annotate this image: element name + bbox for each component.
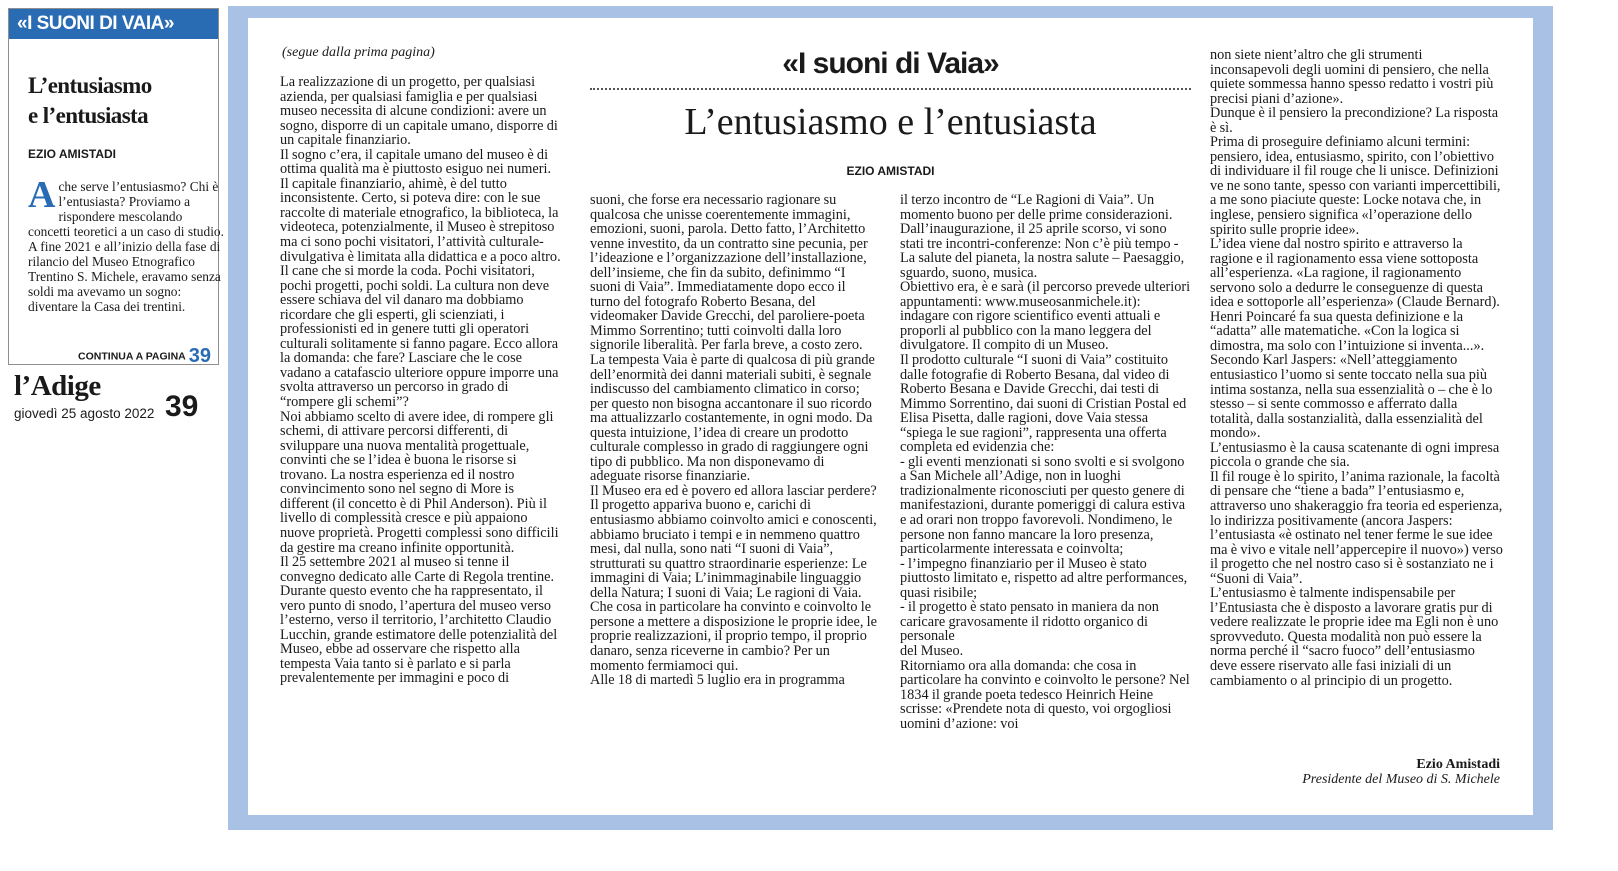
paragraph: Il prodotto culturale “I suoni di Vaia” costituito dalle fotografie di Roberto Besana, dal video di Roberto Besana e Davide Grecchi, dai testi di Mimmo Sorrentino, dai suoni di Cristian Postal ed Elisa Pisetta, dalle ragioni, dove Vaia stessa “spiega le sue ragioni”, rappresenta una offerta completa ed evidenzia che: bbox=[900, 352, 1187, 456]
teaser-title bbox=[28, 71, 152, 131]
segue-note: (segue dalla prima pagina) bbox=[282, 45, 435, 60]
paragraph: Ritorniamo ora alla domanda: che cosa in particolare ha convinto e coinvolto le persone? Nel 1834 il grande poeta tedesco Heinrich Heine scrisse: «Prendete nota di questo, voi orgogliosi uomini d’azione: voi bbox=[900, 657, 1190, 732]
teaser-body bbox=[28, 174, 224, 314]
teaser-body-text: che serve l’entusiasmo? Chi è l’entusiasta? Proviamo a rispondere mescolando concetti teoretici a un caso di studio. A fine 2021 e all’inizio della fase di rilancio del Museo Etnografico Trentino S. Michele, eravamo senza soldi ma avevamo un sogno: diventare la Casa dei trentini. bbox=[28, 179, 224, 314]
teaser-title-line1: L’entusiasmo bbox=[28, 73, 152, 98]
paragraph: Il sogno c’era, il capitale umano del museo è di ottima qualità ma è piuttosto esiguo nei numeri. Il capitale finanziario, ahimè, è del tutto inconsistente. Certo, si poteva dire: con le sue raccolte di materiale etnografico, la biblioteca, la videoteca, potenzialmente, il Museo è strepitoso ma ci sono pochi visitatori, l’attività culturale- divulgativa è limitata alla didattica e a poco altro. bbox=[280, 146, 561, 265]
teaser-box bbox=[8, 8, 224, 367]
continue-link[interactable] bbox=[78, 345, 211, 368]
teaser-author: EZIO AMISTADI bbox=[28, 147, 116, 161]
paragraph: - l’impegno finanziario per il Museo è stato piuttosto limitato e, rispetto ad altre performances, quasi risibile; bbox=[900, 555, 1188, 601]
article-headline: L’entusiasmo e l’entusiasta bbox=[684, 101, 1097, 143]
article-byline: EZIO AMISTADI bbox=[846, 164, 935, 178]
paragraph: Obiettivo era, è e sarà (il percorso prevede ulteriori appuntamenti: www.museosanmichele.it): indagare con rigore scientifico eventi attuali e proporli al pubblico con la mano leggera del divulgatore. Il compito di un Museo. bbox=[900, 279, 1191, 354]
signature-role: Presidente del Museo di S. Michele bbox=[1302, 772, 1500, 787]
paragraph: - il progetto è stato pensato in maniera da non caricare gravosamente il ridotto organico di personale bbox=[900, 599, 1159, 645]
paragraph: L’idea viene dal nostro spirito e attraverso la ragione e il ragionamento essa viene sottoposta all’esperienza. «La ragione, il ragionamento servono solo a dedurre le conseguenze di questa idea e sottoporle all’esperienza» (Claude Bernard). Henri Poincaré fa sua questa definizione e la “adatta” alle matematiche. «Con la logica si dimostra, ma solo con l’intuizione si inventa...». bbox=[1210, 236, 1500, 354]
column-4 bbox=[1210, 48, 1503, 688]
dotted-divider bbox=[590, 88, 1191, 90]
paragraph: L’entusiasmo è la causa scatenante di ogni impresa piccola o grande che sia. bbox=[1210, 439, 1500, 471]
paragraph: Che cosa in particolare ha convinto e coinvolto le persone a mettere a disposizione le proprie idee, le proprie realizzazioni, il proprio tempo, il proprio danaro, senza riceverne in cambio? Per un momento fermiamoci qui. bbox=[590, 599, 877, 674]
column-2 bbox=[590, 193, 878, 688]
page-number: 39 bbox=[165, 390, 199, 423]
paragraph: - gli eventi menzionati si sono svolti e si svolgono a San Michele all’Adige, non in luoghi tradizionalmente riconosciuti per questo genere di manifestazioni, durante pomeriggi di calura estiva e ad orari non troppo favorevoli. Nondimeno, le persone non fanno mancare la loro presenza, particolarmente interessata e coinvolta; bbox=[900, 453, 1186, 558]
paragraph: Durante questo evento che ha rappresentato, il vero punto di snodo, l’apertura del museo verso l’esterno, verso il territorio, l’architetto Claudio Lucchin, grande estimatore delle potenzialità del Museo, ebbe ad osservare che rispetto alla tempesta Vaia tanto si è parlato e si parla prevalentemente per immagini e poco di bbox=[280, 583, 558, 687]
paragraph: non siete nient’altro che gli strumenti inconsapevoli degli uomini di pensiero, che nella quiete sommessa hanno spesso redatto i vostri più precisi piani d’azione». bbox=[1210, 47, 1494, 107]
paragraph: La realizzazione di un progetto, per qualsiasi azienda, per qualsiasi famiglia e per qualsiasi museo necessita di alcune condizioni: avere un sogno, disporre di un capitale umano, disporre di un capitale finanziario. bbox=[280, 74, 558, 149]
paragraph: Il Museo era ed è povero ed allora lasciar perdere? Il progetto appariva buono e, carichi di entusiasmo abbiamo coinvolto amici e conoscenti, abbiamo bruciato i tempi e in nemmeno quattro mesi, dal nulla, sono nati “I suoni di Vaia”, strutturati su quattro straordinarie esperienze: Le immagini di Vaia; L’inimmaginabile linguaggio della Natura; I suoni di Vaia; Le ragioni di Vaia. bbox=[590, 482, 877, 601]
teaser-title-line2: e l’entusiasta bbox=[28, 103, 149, 128]
article-kicker: «I suoni di Vaia» bbox=[782, 47, 999, 80]
continue-label: CONTINUA A PAGINA bbox=[78, 350, 186, 363]
paragraph: Dunque è il pensiero la precondizione? La risposta è sì. bbox=[1210, 105, 1499, 136]
paragraph: suoni, che forse era necessario ragionare su qualcosa che unisse coerentemente immagini, emozioni, suoni, parola. Detto fatto, l’Architetto venne investito, da un contratto sine pecunia, per l’ideazione e l’organizzazione dell’installazione, dell’insieme, che fin da subito, definimmo “I suoni di Vaia”. Immediatamente dopo ecco il turno del fotografo Roberto Besana, del videomaker Davide Grecchi, del paroliere-poeta Mimmo Sorrentino; tutti coinvolti dalla loro signorile liberalità. Per farla breve, a costo zero. bbox=[590, 192, 868, 354]
teaser-dropcap: A bbox=[28, 174, 56, 216]
paragraph: La tempesta Vaia è parte di qualcosa di più grande dell’enormità dei danni materiali subiti, è segnale indiscusso del cambiamento climatico in corso; per questo non bisogna accantonare il suo ricordo ma attualizzarlo costantemente, in ogni modo. Da questa intuizione, l’idea di creare un prodotto culturale complesso in grado di raggiungere ogni tipo di pubblico. Ma non disponevamo di adeguate risorse finanziarie. bbox=[590, 352, 875, 485]
paragraph: del Museo. bbox=[900, 642, 964, 659]
issue-date: giovedì 25 agosto 2022 bbox=[14, 406, 155, 421]
paragraph: Secondo Karl Jaspers: «Nell’atteggiamento entusiastico l’uomo si sente toccato nella sua più intima sostanza, nella sua essenzialità o – che è lo stesso – si sente commosso e afferrato dalla totalità, dalla sostanzialità, dalla essenzialità del mondo». bbox=[1210, 352, 1493, 442]
paragraph: L’entusiasmo è talmente indispensabile per l’Entusiasta che è disposto a lavorare gratis pur di vedere realizzate le proprie idee ma Egli non è uno sprovveduto. Questa modalità non può essere la norma perché il “sacro fuoco” dell’entusiasmo deve essere riservato alle fasi iniziali di un cambiamento o al principio di un progetto. bbox=[1210, 585, 1499, 689]
paragraph: Alle 18 di martedì 5 luglio era in programma bbox=[590, 672, 845, 689]
column-3 bbox=[900, 193, 1191, 731]
continue-page-number: 39 bbox=[188, 345, 211, 367]
paragraph: Il cane che si morde la coda. Pochi visitatori, pochi progetti, pochi soldi. La cultura non deve essere schiava del vil danaro ma dobbiamo ricordare che gli esperti, gli scienziati, i professionisti ed in genere tutti gli operatori culturali solitamente si fanno pagare. Ecco allora la domanda: che fare? Lasciare che le cose vadano a catafascio ulteriore oppure imporre una svolta attraverso un percorso in grado di “rompere gli schemi”? bbox=[280, 263, 559, 411]
paragraph: il terzo incontro de “Le Ragioni di Vaia”. Un momento buono per delle prime considerazioni. Dall’inaugurazione, il 25 aprile scorso, vi sono stati tre incontri-conferenze: Non c’è più tempo - La salute del pianeta, la nostra salute – Paesaggio, sguardo, suono, musica. bbox=[900, 192, 1185, 281]
newspaper-logo: l’Adige bbox=[14, 370, 101, 402]
paragraph: Prima di proseguire definiamo alcuni termini: pensiero, idea, entusiasmo, spirito, con l’obiettivo di individuare il fil rouge che li unisce. Definizioni ve ne sono tante, spesso con varianti impercettibili, a me sono piaciute queste: Locke notava che, in inglese, pensiero significa «l’operazione dello spirito sulle proprie idee». bbox=[1210, 134, 1501, 238]
paragraph: Noi abbiamo scelto di avere idee, di rompere gli schemi, di attivare percorsi differenti, di sviluppare una nuova mentalità progettuale, convinti che se l’idea è buona le risorse si trovano. La nostra esperienza ed il nostro convincimento sono nel segno di More is different (il concetto è di Phil Anderson). Più il livello di complessità cresce e più appaiono nuove proprietà. Progetti complessi sono difficili da gestire ma creano infinite opportunità. bbox=[280, 408, 559, 556]
column-1 bbox=[280, 75, 562, 686]
teaser-header: «I SUONI DI VAIA» bbox=[9, 9, 218, 39]
signature-name: Ezio Amistadi bbox=[1416, 757, 1500, 772]
paragraph: Il fil rouge è lo spirito, l’anima razionale, la facoltà di pensare che “tiene a bada” l’entusiasmo e, attraverso uno shakeraggio fra teoria ed esperienza, lo indirizza positivamente (ancora Jaspers: l’entusiasta «è ostinato nel tener ferme le sue idee ma è vivo e vitale nell’appercepire il nuovo») verso il progetto che nel nostro caso si è sostanziato ne i “Suoni di Vaia”. bbox=[1210, 468, 1503, 587]
paragraph: Il 25 settembre 2021 al museo si tenne il convegno dedicato alle Carte di Regola trentine. bbox=[280, 554, 555, 585]
